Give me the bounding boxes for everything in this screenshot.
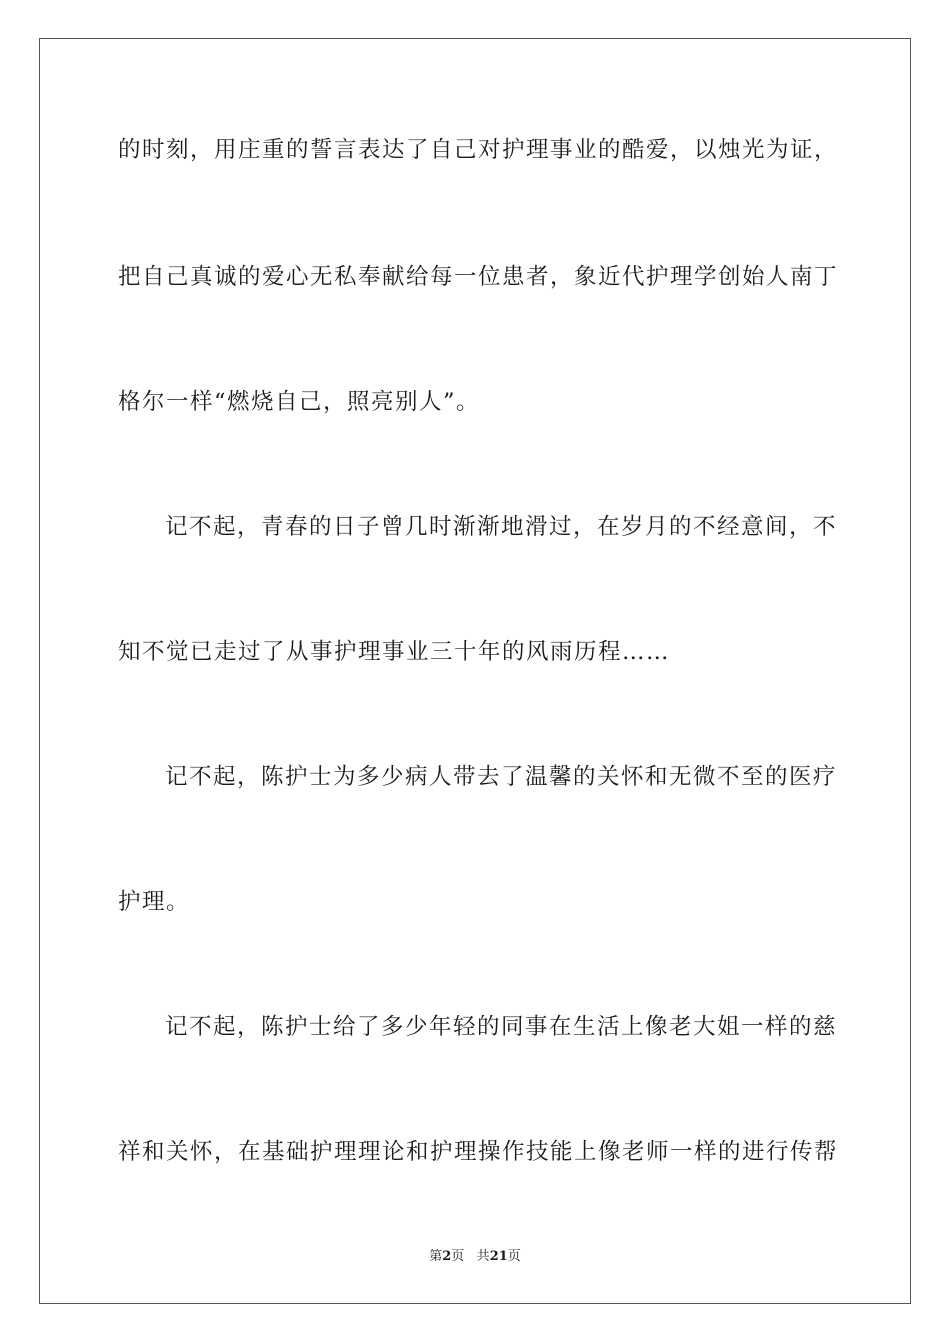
footer-page-suffix: 页	[451, 1249, 465, 1264]
page-border	[39, 38, 911, 1304]
footer-total-suffix: 页	[507, 1249, 521, 1264]
body-text-line: 护理。	[118, 889, 191, 915]
body-text-line: 格尔一样“燃烧自己，照亮别人”。	[118, 389, 481, 415]
page-number-footer	[0, 1248, 950, 1266]
body-text-line: 祥和关怀，在基础护理理论和护理操作技能上像老师一样的进行传帮	[118, 1139, 839, 1165]
footer-total-prefix: 共	[476, 1249, 490, 1264]
body-text-line: 的时刻，用庄重的誓言表达了自己对护理事业的酷爱，以烛光为证，	[118, 137, 839, 163]
footer-current-page: 2	[442, 1249, 452, 1264]
paragraph-first-line: 记不起，陈护士为多少病人带去了温馨的关怀和无微不至的医疗	[165, 764, 838, 790]
footer-page-prefix: 第	[429, 1249, 443, 1264]
paragraph-first-line: 记不起，青春的日子曾几时渐渐地滑过，在岁月的不经意间，不	[165, 514, 838, 540]
footer-total-pages: 21	[489, 1249, 508, 1264]
body-text-line: 把自己真诚的爱心无私奉献给每一位患者，象近代护理学创始人南丁	[118, 264, 839, 290]
paragraph-first-line: 记不起，陈护士给了多少年轻的同事在生活上像老大姐一样的慈	[165, 1014, 838, 1040]
body-text-line: 知不觉已走过了从事护理事业三十年的风雨历程……	[118, 639, 671, 665]
